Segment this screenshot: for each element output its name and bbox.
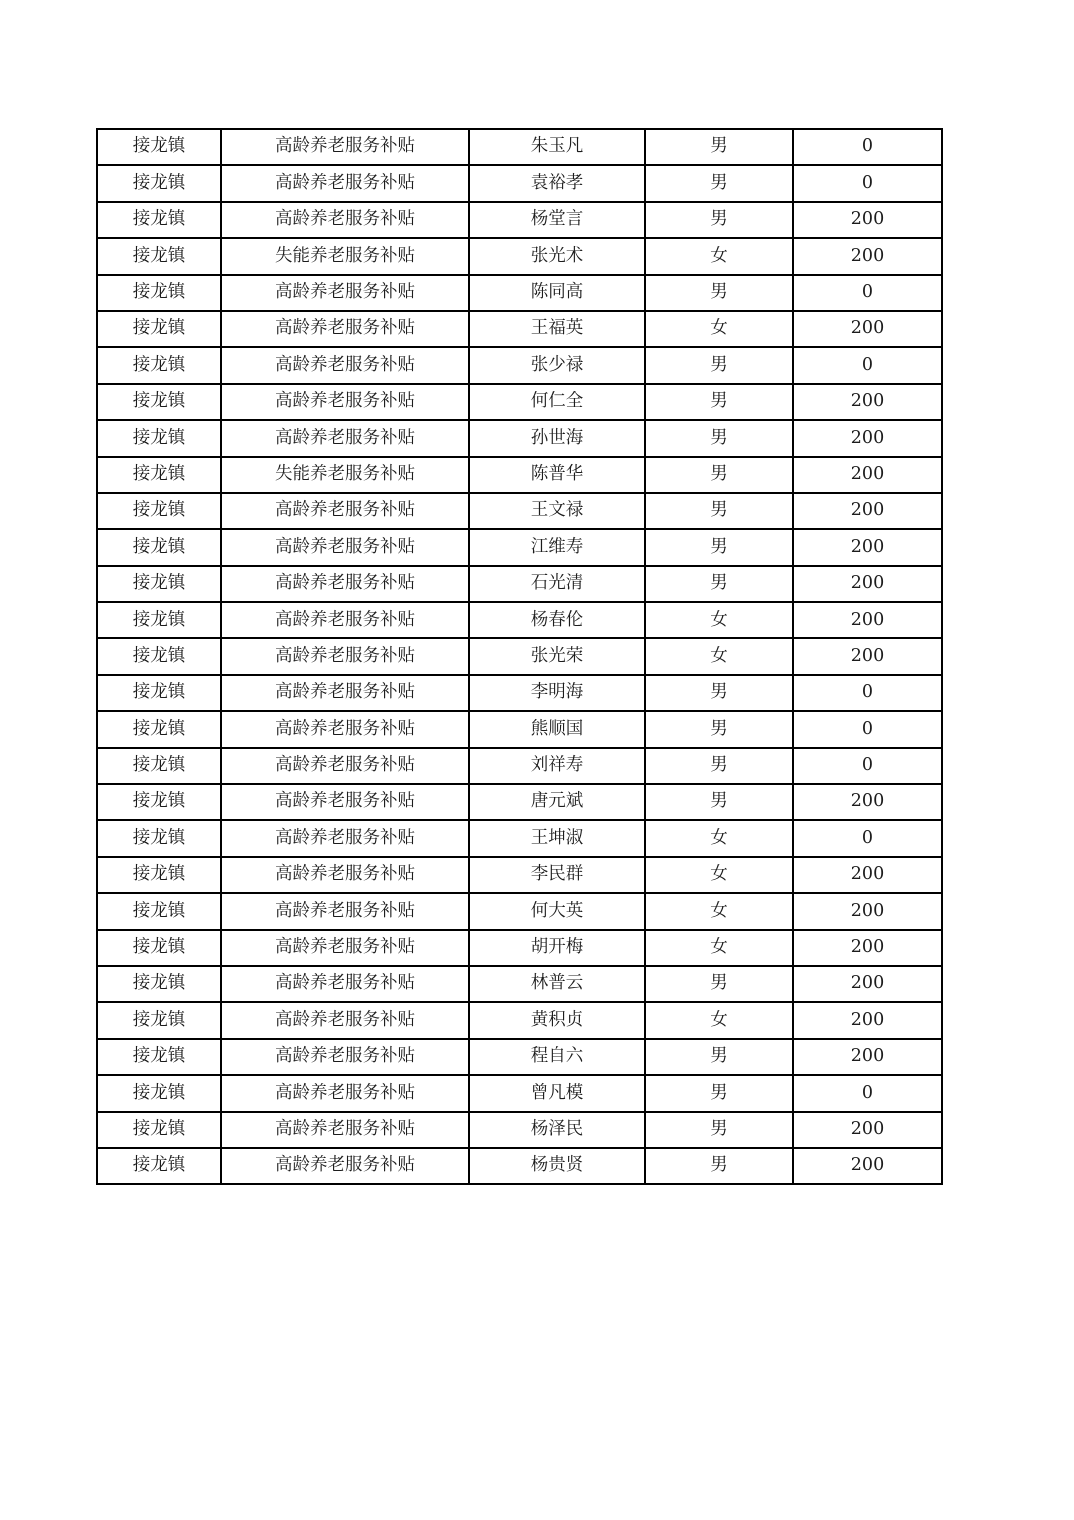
- cell-town: 接龙镇: [97, 675, 221, 711]
- cell-town: 接龙镇: [97, 966, 221, 1002]
- cell-town: 接龙镇: [97, 857, 221, 893]
- cell-subsidy-type: 高龄养老服务补贴: [221, 784, 469, 820]
- cell-amount: 0: [793, 129, 942, 165]
- table-row: [97, 493, 942, 529]
- table-row: [97, 820, 942, 856]
- cell-town: 接龙镇: [97, 602, 221, 638]
- cell-subsidy-type: 高龄养老服务补贴: [221, 347, 469, 383]
- cell-subsidy-type: 高龄养老服务补贴: [221, 420, 469, 456]
- cell-subsidy-type: 高龄养老服务补贴: [221, 202, 469, 238]
- table-row: [97, 893, 942, 929]
- cell-gender: 女: [645, 893, 793, 929]
- cell-town: 接龙镇: [97, 893, 221, 929]
- cell-subsidy-type: 高龄养老服务补贴: [221, 165, 469, 201]
- cell-gender: 男: [645, 129, 793, 165]
- cell-town: 接龙镇: [97, 784, 221, 820]
- cell-gender: 女: [645, 638, 793, 674]
- cell-amount: 0: [793, 711, 942, 747]
- table-row: [97, 966, 942, 1002]
- cell-gender: 女: [645, 930, 793, 966]
- table-row: [97, 1002, 942, 1038]
- cell-gender: 男: [645, 275, 793, 311]
- table-row: [97, 420, 942, 456]
- subsidy-table: [96, 128, 943, 1185]
- cell-person-name: 李民群: [469, 857, 645, 893]
- cell-subsidy-type: 高龄养老服务补贴: [221, 602, 469, 638]
- cell-town: 接龙镇: [97, 202, 221, 238]
- cell-amount: 200: [793, 930, 942, 966]
- table-row: [97, 311, 942, 347]
- cell-town: 接龙镇: [97, 748, 221, 784]
- cell-amount: 200: [793, 493, 942, 529]
- cell-subsidy-type: 失能养老服务补贴: [221, 457, 469, 493]
- cell-person-name: 孙世海: [469, 420, 645, 456]
- table-row: [97, 165, 942, 201]
- cell-subsidy-type: 高龄养老服务补贴: [221, 1075, 469, 1111]
- cell-person-name: 熊顺国: [469, 711, 645, 747]
- cell-amount: 200: [793, 602, 942, 638]
- table-row: [97, 1148, 942, 1184]
- cell-amount: 200: [793, 311, 942, 347]
- cell-town: 接龙镇: [97, 930, 221, 966]
- table-row: [97, 748, 942, 784]
- cell-subsidy-type: 高龄养老服务补贴: [221, 493, 469, 529]
- cell-town: 接龙镇: [97, 311, 221, 347]
- cell-amount: 200: [793, 1148, 942, 1184]
- cell-gender: 男: [645, 384, 793, 420]
- cell-gender: 男: [645, 1112, 793, 1148]
- table-row: [97, 457, 942, 493]
- cell-subsidy-type: 高龄养老服务补贴: [221, 384, 469, 420]
- cell-person-name: 林普云: [469, 966, 645, 1002]
- cell-gender: 男: [645, 202, 793, 238]
- cell-gender: 男: [645, 675, 793, 711]
- cell-person-name: 唐元斌: [469, 784, 645, 820]
- cell-amount: 200: [793, 238, 942, 274]
- table-row: [97, 857, 942, 893]
- cell-town: 接龙镇: [97, 1002, 221, 1038]
- cell-person-name: 张光术: [469, 238, 645, 274]
- cell-subsidy-type: 高龄养老服务补贴: [221, 1002, 469, 1038]
- cell-subsidy-type: 高龄养老服务补贴: [221, 711, 469, 747]
- cell-town: 接龙镇: [97, 129, 221, 165]
- cell-gender: 男: [645, 1075, 793, 1111]
- cell-amount: 200: [793, 784, 942, 820]
- cell-amount: 200: [793, 566, 942, 602]
- cell-town: 接龙镇: [97, 1148, 221, 1184]
- cell-subsidy-type: 高龄养老服务补贴: [221, 820, 469, 856]
- cell-subsidy-type: 高龄养老服务补贴: [221, 1039, 469, 1075]
- cell-town: 接龙镇: [97, 711, 221, 747]
- cell-person-name: 陈普华: [469, 457, 645, 493]
- cell-amount: 0: [793, 347, 942, 383]
- cell-person-name: 杨堂言: [469, 202, 645, 238]
- table-row: [97, 675, 942, 711]
- cell-town: 接龙镇: [97, 1075, 221, 1111]
- cell-gender: 男: [645, 420, 793, 456]
- cell-person-name: 何大英: [469, 893, 645, 929]
- cell-person-name: 王坤淑: [469, 820, 645, 856]
- cell-amount: 0: [793, 165, 942, 201]
- cell-amount: 200: [793, 857, 942, 893]
- cell-person-name: 杨春伦: [469, 602, 645, 638]
- table-row: [97, 202, 942, 238]
- table-row: [97, 275, 942, 311]
- cell-person-name: 陈同高: [469, 275, 645, 311]
- cell-person-name: 袁裕孝: [469, 165, 645, 201]
- cell-subsidy-type: 高龄养老服务补贴: [221, 966, 469, 1002]
- cell-amount: 200: [793, 1002, 942, 1038]
- table-row: [97, 384, 942, 420]
- cell-amount: 200: [793, 202, 942, 238]
- cell-amount: 200: [793, 1112, 942, 1148]
- cell-person-name: 刘祥寿: [469, 748, 645, 784]
- cell-gender: 男: [645, 165, 793, 201]
- cell-subsidy-type: 高龄养老服务补贴: [221, 566, 469, 602]
- cell-amount: 0: [793, 820, 942, 856]
- table-row: [97, 566, 942, 602]
- cell-amount: 200: [793, 529, 942, 565]
- cell-amount: 200: [793, 1039, 942, 1075]
- cell-gender: 男: [645, 711, 793, 747]
- cell-subsidy-type: 高龄养老服务补贴: [221, 275, 469, 311]
- cell-subsidy-type: 高龄养老服务补贴: [221, 930, 469, 966]
- cell-gender: 女: [645, 238, 793, 274]
- cell-gender: 男: [645, 966, 793, 1002]
- cell-subsidy-type: 高龄养老服务补贴: [221, 311, 469, 347]
- cell-subsidy-type: 高龄养老服务补贴: [221, 857, 469, 893]
- cell-person-name: 杨泽民: [469, 1112, 645, 1148]
- table-row: [97, 1039, 942, 1075]
- cell-person-name: 曾凡模: [469, 1075, 645, 1111]
- cell-town: 接龙镇: [97, 1112, 221, 1148]
- cell-gender: 男: [645, 347, 793, 383]
- cell-person-name: 王文禄: [469, 493, 645, 529]
- table-row: [97, 238, 942, 274]
- table-row: [97, 129, 942, 165]
- cell-gender: 男: [645, 566, 793, 602]
- cell-person-name: 张光荣: [469, 638, 645, 674]
- cell-amount: 200: [793, 893, 942, 929]
- cell-person-name: 胡开梅: [469, 930, 645, 966]
- cell-person-name: 李明海: [469, 675, 645, 711]
- cell-town: 接龙镇: [97, 347, 221, 383]
- cell-subsidy-type: 高龄养老服务补贴: [221, 529, 469, 565]
- cell-person-name: 程自六: [469, 1039, 645, 1075]
- cell-gender: 男: [645, 529, 793, 565]
- cell-town: 接龙镇: [97, 275, 221, 311]
- cell-town: 接龙镇: [97, 820, 221, 856]
- cell-gender: 男: [645, 493, 793, 529]
- cell-subsidy-type: 高龄养老服务补贴: [221, 1112, 469, 1148]
- cell-amount: 200: [793, 457, 942, 493]
- cell-person-name: 杨贵贤: [469, 1148, 645, 1184]
- cell-town: 接龙镇: [97, 420, 221, 456]
- cell-amount: 200: [793, 420, 942, 456]
- cell-subsidy-type: 高龄养老服务补贴: [221, 675, 469, 711]
- table-row: [97, 529, 942, 565]
- cell-gender: 女: [645, 820, 793, 856]
- cell-person-name: 朱玉凡: [469, 129, 645, 165]
- cell-gender: 女: [645, 311, 793, 347]
- cell-person-name: 王福英: [469, 311, 645, 347]
- cell-subsidy-type: 高龄养老服务补贴: [221, 748, 469, 784]
- cell-amount: 0: [793, 748, 942, 784]
- cell-person-name: 江维寿: [469, 529, 645, 565]
- cell-gender: 女: [645, 857, 793, 893]
- cell-town: 接龙镇: [97, 493, 221, 529]
- table-row: [97, 930, 942, 966]
- cell-amount: 0: [793, 1075, 942, 1111]
- cell-town: 接龙镇: [97, 1039, 221, 1075]
- table-row: [97, 347, 942, 383]
- cell-amount: 200: [793, 384, 942, 420]
- table-row: [97, 1112, 942, 1148]
- cell-gender: 女: [645, 1002, 793, 1038]
- cell-town: 接龙镇: [97, 238, 221, 274]
- cell-person-name: 何仁全: [469, 384, 645, 420]
- cell-town: 接龙镇: [97, 384, 221, 420]
- cell-amount: 200: [793, 966, 942, 1002]
- cell-person-name: 石光清: [469, 566, 645, 602]
- cell-gender: 男: [645, 784, 793, 820]
- cell-subsidy-type: 失能养老服务补贴: [221, 238, 469, 274]
- cell-town: 接龙镇: [97, 457, 221, 493]
- cell-gender: 男: [645, 457, 793, 493]
- cell-town: 接龙镇: [97, 638, 221, 674]
- table-row: [97, 1075, 942, 1111]
- table-row: [97, 784, 942, 820]
- cell-town: 接龙镇: [97, 529, 221, 565]
- cell-person-name: 张少禄: [469, 347, 645, 383]
- cell-gender: 男: [645, 1039, 793, 1075]
- cell-gender: 女: [645, 602, 793, 638]
- table-row: [97, 638, 942, 674]
- table-row: [97, 602, 942, 638]
- table-body: [97, 129, 942, 1184]
- cell-subsidy-type: 高龄养老服务补贴: [221, 129, 469, 165]
- cell-subsidy-type: 高龄养老服务补贴: [221, 1148, 469, 1184]
- cell-subsidy-type: 高龄养老服务补贴: [221, 893, 469, 929]
- cell-subsidy-type: 高龄养老服务补贴: [221, 638, 469, 674]
- cell-person-name: 黄积贞: [469, 1002, 645, 1038]
- cell-town: 接龙镇: [97, 566, 221, 602]
- cell-amount: 0: [793, 275, 942, 311]
- cell-town: 接龙镇: [97, 165, 221, 201]
- table-row: [97, 711, 942, 747]
- cell-gender: 男: [645, 748, 793, 784]
- cell-amount: 200: [793, 638, 942, 674]
- cell-amount: 0: [793, 675, 942, 711]
- cell-gender: 男: [645, 1148, 793, 1184]
